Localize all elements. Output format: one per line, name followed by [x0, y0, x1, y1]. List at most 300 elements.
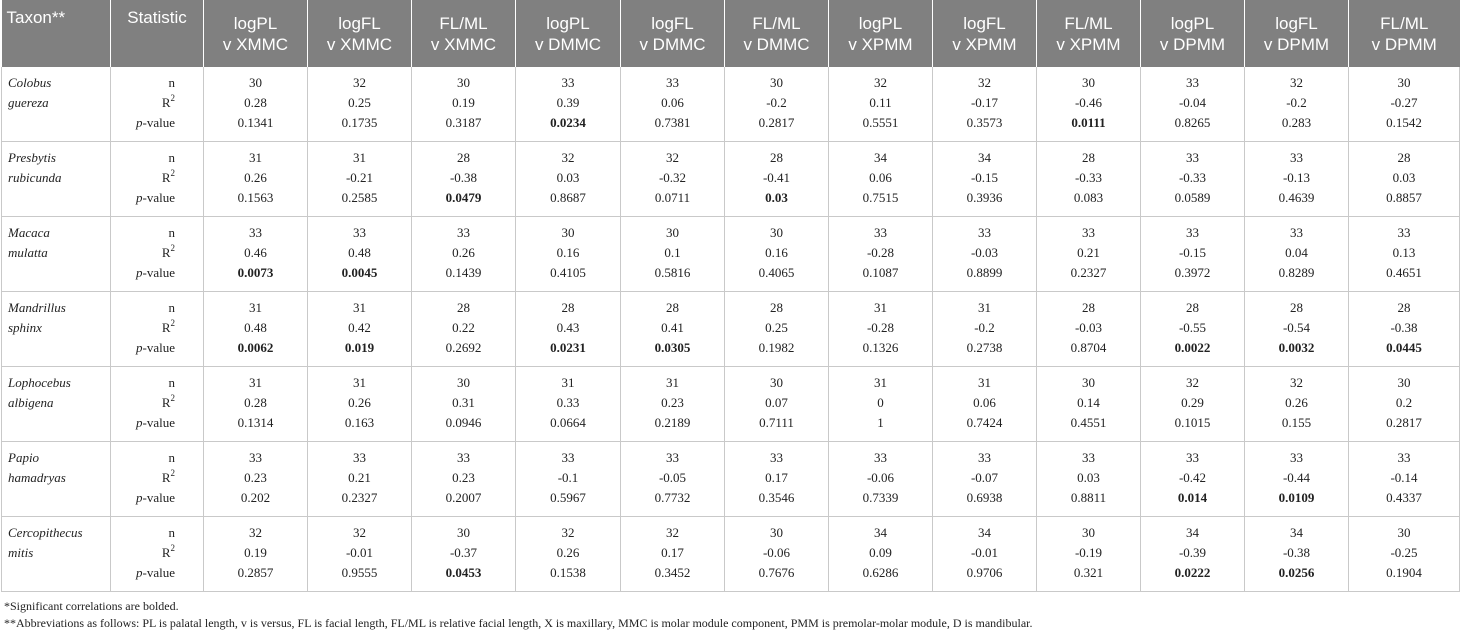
column-header-line: v DMMC — [743, 34, 810, 54]
p-value: 0.2189 — [654, 415, 691, 430]
p-value: 0.4639 — [1278, 190, 1315, 205]
r-squared-value: 0.25 — [765, 320, 788, 335]
taxon-cell — [2, 367, 111, 442]
r-squared-value: 0.46 — [244, 245, 267, 260]
r-squared-value: 0.17 — [661, 545, 684, 560]
value-cell — [1141, 142, 1245, 217]
value-cell — [308, 67, 412, 142]
p-value: 0.0111 — [1071, 115, 1106, 130]
p-value: 0.1326 — [862, 340, 899, 355]
p-value: 0.0256 — [1278, 565, 1315, 580]
r-squared-value: 0.19 — [244, 545, 267, 560]
taxon-cell — [2, 217, 111, 292]
value-cell — [933, 442, 1037, 517]
column-header — [516, 0, 621, 67]
p-value: 0.019 — [344, 340, 375, 355]
p-value: 0.8289 — [1278, 265, 1315, 280]
r-squared-value: 0.14 — [1077, 395, 1100, 410]
p-value: 0.6938 — [966, 490, 1003, 505]
n-value: 28 — [1082, 300, 1095, 315]
r-squared-value: 0.26 — [1285, 395, 1308, 410]
p-value: 0.1087 — [862, 265, 899, 280]
n-value: 32 — [1290, 375, 1303, 390]
p-value: 0.0711 — [654, 190, 691, 205]
r-squared-value: -0.2 — [766, 95, 787, 110]
r-squared-value: 0.48 — [348, 245, 371, 260]
n-value: 33 — [1186, 225, 1199, 240]
value-cell — [829, 442, 933, 517]
value-cell — [829, 67, 933, 142]
value-cell — [516, 142, 621, 217]
p-value: 0.3452 — [654, 565, 691, 580]
column-header — [1245, 0, 1349, 67]
column-header — [1141, 0, 1245, 67]
value-cell — [1349, 367, 1460, 442]
r-squared-value: -0.03 — [970, 245, 999, 260]
value-cell — [1141, 442, 1245, 517]
value-cell — [933, 517, 1037, 592]
r-squared-value: -0.37 — [449, 545, 478, 560]
taxon-genus: Colobus — [8, 75, 52, 90]
r-squared-value: 0.13 — [1392, 245, 1416, 260]
n-value: 32 — [561, 525, 575, 540]
correlation-table — [1, 0, 1460, 592]
value-cell — [412, 67, 516, 142]
value-cell — [725, 367, 829, 442]
value-cell — [204, 517, 308, 592]
value-cell — [1245, 292, 1349, 367]
n-value: 33 — [353, 225, 366, 240]
taxon-genus: Lophocebus — [8, 375, 71, 390]
r-squared-value: -0.07 — [970, 470, 999, 485]
p-value: 0.4551 — [1070, 415, 1107, 430]
r-squared-value: -0.44 — [1282, 470, 1311, 485]
p-value: 0.4065 — [758, 265, 795, 280]
p-value: 0.0234 — [550, 115, 586, 130]
p-value: 0.2585 — [341, 190, 378, 205]
stat-label-r: R — [161, 320, 171, 335]
taxon-species: hamadryas — [8, 470, 66, 485]
p-value: 0.8811 — [1070, 490, 1107, 505]
value-cell — [829, 142, 933, 217]
column-header — [621, 0, 725, 67]
stat-label-p-value — [113, 188, 175, 208]
stat-label-n: n — [168, 525, 175, 540]
r-squared-value: 0.39 — [556, 95, 580, 110]
stat-label-r-sup: 2 — [170, 168, 175, 178]
r-squared-value: -0.39 — [1178, 545, 1207, 560]
p-value: 0.1542 — [1386, 115, 1422, 130]
value-cell — [308, 142, 412, 217]
p-value: 0.5816 — [654, 265, 691, 280]
column-header-line: FL/ML — [1380, 13, 1429, 33]
value-cell — [725, 517, 829, 592]
r-squared-value: 0.26 — [244, 170, 267, 185]
stat-label-p-value — [113, 488, 175, 508]
r-squared-value: -0.55 — [1178, 320, 1207, 335]
value-cell — [516, 517, 621, 592]
n-value: 33 — [874, 225, 887, 240]
r-squared-value: -0.14 — [1390, 470, 1418, 485]
stat-label-r-sup: 2 — [170, 393, 175, 403]
n-value: 30 — [770, 225, 783, 240]
r-squared-value: 0.48 — [244, 320, 267, 335]
r-squared-value: 0.22 — [452, 320, 475, 335]
statistic-cell — [111, 142, 204, 217]
column-header — [725, 0, 829, 67]
r-squared-value: -0.38 — [449, 170, 478, 185]
value-cell — [933, 142, 1037, 217]
stat-label-r-sup: 2 — [170, 93, 175, 103]
p-value: 0.7676 — [758, 565, 795, 580]
stat-label-r-sup: 2 — [170, 243, 175, 253]
footnote-significance: *Significant correlations are bolded. — [4, 599, 179, 613]
value-cell — [621, 517, 725, 592]
n-value: 34 — [874, 525, 887, 540]
n-value: 31 — [249, 375, 262, 390]
value-cell — [204, 442, 308, 517]
stat-label-r-squared — [113, 318, 175, 338]
stat-label-p-value — [113, 338, 175, 358]
r-squared-value: -0.38 — [1390, 320, 1418, 335]
column-header-line: logFL — [1275, 13, 1318, 33]
r-squared-value: -0.38 — [1282, 545, 1311, 560]
taxon-cell — [2, 517, 111, 592]
n-value: 30 — [561, 225, 575, 240]
p-value: 0.0305 — [654, 340, 691, 355]
value-cell — [621, 442, 725, 517]
value-cell — [1245, 142, 1349, 217]
n-value: 28 — [1397, 300, 1411, 315]
n-value: 34 — [978, 150, 991, 165]
value-cell — [725, 142, 829, 217]
stat-label-p-suffix: -value — [142, 265, 175, 280]
r-squared-value: -0.13 — [1282, 170, 1311, 185]
stat-label-n: n — [168, 300, 175, 315]
value-cell — [1245, 67, 1349, 142]
r-squared-value: -0.17 — [970, 95, 999, 110]
column-header-line: v XMMC — [430, 34, 497, 54]
p-value: 0.3936 — [966, 190, 1003, 205]
statistic-header: Statistic — [111, 0, 204, 67]
table-row — [2, 217, 1460, 292]
taxon-genus: Presbytis — [8, 150, 56, 165]
n-value: 31 — [874, 300, 887, 315]
taxon-species: mulatta — [8, 245, 48, 260]
n-value: 33 — [874, 450, 887, 465]
p-value: 1 — [877, 415, 884, 430]
n-value: 33 — [1290, 450, 1303, 465]
r-squared-value: 0.26 — [556, 545, 580, 560]
value-cell — [829, 292, 933, 367]
value-cell — [204, 217, 308, 292]
n-value: 33 — [1290, 150, 1303, 165]
column-header-line: FL/ML — [439, 13, 488, 33]
stat-label-r-squared — [113, 93, 175, 113]
n-value: 30 — [1082, 75, 1095, 90]
r-squared-value: 0.23 — [452, 470, 475, 485]
r-squared-value: -0.1 — [557, 470, 579, 485]
r-squared-value: -0.03 — [1074, 320, 1103, 335]
column-header-line: v XPMM — [952, 34, 1017, 54]
p-value: 0.0589 — [1174, 190, 1211, 205]
r-squared-value: -0.54 — [1282, 320, 1311, 335]
r-squared-value: 0.41 — [661, 320, 684, 335]
n-value: 32 — [353, 75, 366, 90]
stat-label-n: n — [168, 225, 175, 240]
value-cell — [308, 517, 412, 592]
n-value: 33 — [1397, 450, 1411, 465]
n-value: 28 — [1290, 300, 1303, 315]
n-value: 32 — [1290, 75, 1303, 90]
r-squared-value: -0.05 — [658, 470, 687, 485]
stat-label-p-value — [113, 413, 175, 433]
n-value: 33 — [1397, 225, 1411, 240]
table-row — [2, 292, 1460, 367]
stat-label-n: n — [168, 75, 175, 90]
r-squared-value: 0.29 — [1181, 395, 1204, 410]
value-cell — [204, 67, 308, 142]
p-value: 0.155 — [1281, 415, 1312, 430]
n-value: 32 — [666, 150, 679, 165]
column-header-line: v XMMC — [326, 34, 393, 54]
r-squared-value: 0.16 — [556, 245, 580, 260]
column-header-line: logPL — [233, 13, 278, 33]
n-value: 33 — [1186, 75, 1199, 90]
value-cell — [725, 442, 829, 517]
r-squared-value: -0.01 — [345, 545, 374, 560]
n-value: 30 — [1082, 525, 1095, 540]
value-cell — [621, 292, 725, 367]
n-value: 31 — [978, 300, 991, 315]
n-value: 28 — [457, 300, 470, 315]
column-header-line: logFL — [338, 13, 381, 33]
value-cell — [621, 217, 725, 292]
column-header-line: v DPMM — [1263, 34, 1330, 54]
n-value: 31 — [561, 375, 575, 390]
n-value: 32 — [666, 525, 679, 540]
n-value: 33 — [457, 450, 470, 465]
p-value: 0.0664 — [550, 415, 586, 430]
r-squared-value: -0.21 — [345, 170, 374, 185]
value-cell — [1245, 442, 1349, 517]
r-squared-value: 0.19 — [452, 95, 475, 110]
p-value: 0.1314 — [237, 415, 274, 430]
stat-label-p: p — [136, 340, 143, 355]
stat-label-p-suffix: -value — [142, 490, 175, 505]
taxon-genus: Mandrillus — [8, 300, 66, 315]
n-value: 30 — [1397, 525, 1411, 540]
stat-label-p-suffix: -value — [142, 115, 175, 130]
n-value: 34 — [1290, 525, 1303, 540]
table-row — [2, 67, 1460, 142]
stat-label-p: p — [136, 115, 143, 130]
taxon-species: guereza — [8, 95, 49, 110]
header-row — [2, 0, 1460, 67]
r-squared-value: 0.25 — [348, 95, 371, 110]
column-header — [1349, 0, 1460, 67]
p-value: 0.9706 — [966, 565, 1003, 580]
p-value: 0.7515 — [862, 190, 899, 205]
value-cell — [412, 217, 516, 292]
n-value: 32 — [978, 75, 991, 90]
p-value: 0.4651 — [1386, 265, 1422, 280]
value-cell — [516, 292, 621, 367]
n-value: 28 — [1082, 150, 1095, 165]
stat-label-p: p — [136, 190, 143, 205]
column-header-line: logFL — [963, 13, 1006, 33]
column-header-line: v XPMM — [1056, 34, 1121, 54]
footnotes — [4, 598, 1460, 632]
p-value: 0.2738 — [966, 340, 1003, 355]
column-header — [829, 0, 933, 67]
p-value: 0.8265 — [1174, 115, 1211, 130]
n-value: 33 — [1082, 225, 1095, 240]
value-cell — [412, 292, 516, 367]
p-value: 0.4105 — [550, 265, 586, 280]
taxon-header: Taxon** — [2, 0, 111, 67]
n-value: 30 — [457, 525, 470, 540]
r-squared-value: 0.06 — [973, 395, 996, 410]
value-cell — [1141, 67, 1245, 142]
statistic-cell — [111, 292, 204, 367]
n-value: 30 — [1397, 375, 1411, 390]
value-cell — [1245, 517, 1349, 592]
p-value: 0.0479 — [445, 190, 482, 205]
column-header-line: FL/ML — [752, 13, 801, 33]
n-value: 28 — [1397, 150, 1411, 165]
taxon-cell — [2, 442, 111, 517]
stat-label-r-squared — [113, 168, 175, 188]
column-header-line: FL/ML — [1064, 13, 1113, 33]
table-row — [2, 142, 1460, 217]
stat-label-r: R — [161, 245, 171, 260]
n-value: 33 — [249, 450, 262, 465]
r-squared-value: -0.42 — [1178, 470, 1207, 485]
stat-label-p: p — [136, 490, 143, 505]
r-squared-value: -0.15 — [970, 170, 999, 185]
value-cell — [933, 217, 1037, 292]
p-value: 0.1982 — [758, 340, 795, 355]
p-value: 0.0222 — [1174, 565, 1211, 580]
n-value: 33 — [561, 450, 575, 465]
r-squared-value: 0.16 — [765, 245, 788, 260]
column-header-line: v DPMM — [1159, 34, 1226, 54]
n-value: 30 — [770, 75, 783, 90]
n-value: 32 — [874, 75, 887, 90]
value-cell — [621, 67, 725, 142]
value-cell — [1141, 367, 1245, 442]
taxon-cell — [2, 67, 111, 142]
n-value: 28 — [770, 300, 783, 315]
r-squared-value: 0.28 — [244, 95, 267, 110]
value-cell — [516, 67, 621, 142]
value-cell — [412, 442, 516, 517]
value-cell — [1349, 142, 1460, 217]
value-cell — [725, 217, 829, 292]
n-value: 32 — [1186, 375, 1199, 390]
r-squared-value: 0.23 — [661, 395, 684, 410]
p-value: 0.9555 — [341, 565, 378, 580]
n-value: 31 — [249, 150, 262, 165]
r-squared-value: -0.04 — [1178, 95, 1207, 110]
r-squared-value: -0.27 — [1390, 95, 1418, 110]
stat-label-r-sup: 2 — [170, 543, 175, 553]
stat-label-p: p — [136, 265, 143, 280]
p-value: 0.2817 — [758, 115, 795, 130]
n-value: 32 — [249, 525, 262, 540]
n-value: 33 — [561, 75, 575, 90]
stat-label-p-value — [113, 263, 175, 283]
value-cell — [1037, 142, 1141, 217]
n-value: 31 — [353, 375, 366, 390]
n-value: 33 — [1290, 225, 1303, 240]
n-value: 33 — [353, 450, 366, 465]
r-squared-value: 0.21 — [348, 470, 371, 485]
value-cell — [308, 217, 412, 292]
n-value: 33 — [770, 450, 783, 465]
taxon-genus: Cercopithecus — [8, 525, 83, 540]
p-value: 0.2817 — [1386, 415, 1422, 430]
p-value: 0.03 — [765, 190, 788, 205]
value-cell — [933, 67, 1037, 142]
p-value: 0.5551 — [862, 115, 899, 130]
r-squared-value: 0.21 — [1077, 245, 1100, 260]
n-value: 31 — [874, 375, 887, 390]
n-value: 31 — [249, 300, 262, 315]
n-value: 28 — [561, 300, 575, 315]
taxon-species: sphinx — [8, 320, 42, 335]
taxon-cell — [2, 292, 111, 367]
stat-label-r: R — [161, 170, 171, 185]
n-value: 34 — [1186, 525, 1199, 540]
n-value: 31 — [353, 150, 366, 165]
r-squared-value: 0.06 — [661, 95, 684, 110]
r-squared-value: -0.2 — [974, 320, 995, 335]
n-value: 30 — [770, 525, 783, 540]
taxon-genus: Macaca — [8, 225, 50, 240]
r-squared-value: 0.2 — [1395, 395, 1413, 410]
p-value: 0.6286 — [862, 565, 899, 580]
r-squared-value: -0.2 — [1286, 95, 1307, 110]
r-squared-value: 0.03 — [556, 170, 580, 185]
n-value: 33 — [249, 225, 262, 240]
p-value: 0.321 — [1073, 565, 1104, 580]
p-value: 0.283 — [1281, 115, 1312, 130]
taxon-cell — [2, 142, 111, 217]
value-cell — [204, 142, 308, 217]
p-value: 0.0073 — [237, 265, 274, 280]
value-cell — [412, 367, 516, 442]
p-value: 0.0022 — [1174, 340, 1211, 355]
statistic-cell — [111, 517, 204, 592]
n-value: 33 — [978, 225, 991, 240]
value-cell — [1349, 217, 1460, 292]
statistic-cell — [111, 217, 204, 292]
footnote-abbreviations: **Abbreviations as follows: PL is palatal length, v is versus, FL is facial length, FL/ML is relative facial length, X is maxillary, MMC is molar module component, PMM is premolar-molar module, D is mandibular. — [4, 616, 1033, 630]
r-squared-value: 0.03 — [1077, 470, 1100, 485]
stat-label-r: R — [161, 95, 171, 110]
p-value: 0.0045 — [341, 265, 378, 280]
stat-label-p-value — [113, 563, 175, 583]
p-value: 0.8704 — [1070, 340, 1107, 355]
stat-label-p-suffix: -value — [142, 415, 175, 430]
stat-label-r-squared — [113, 468, 175, 488]
p-value: 0.2327 — [341, 490, 378, 505]
value-cell — [308, 367, 412, 442]
column-header — [412, 0, 516, 67]
p-value: 0.2327 — [1070, 265, 1107, 280]
